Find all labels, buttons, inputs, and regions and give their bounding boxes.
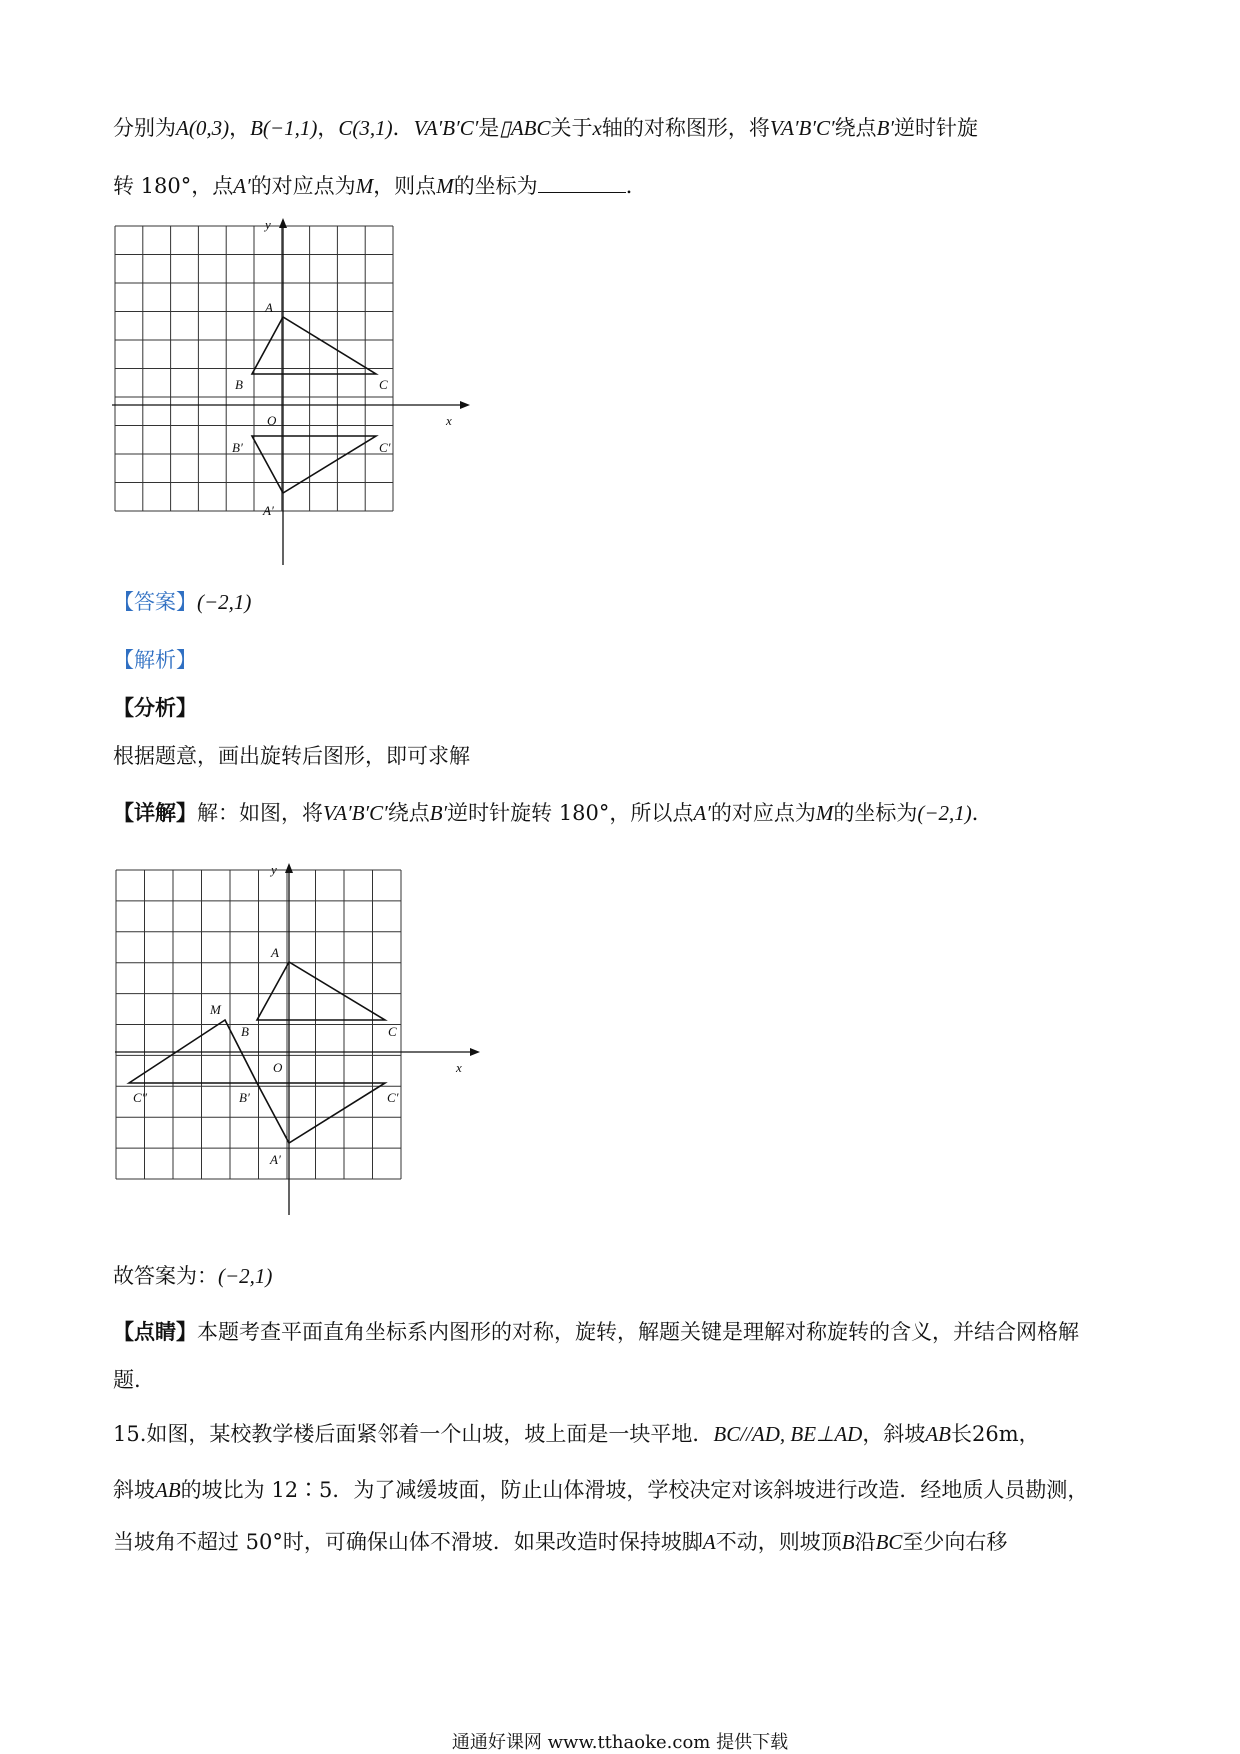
label-o: O bbox=[267, 413, 277, 428]
label-c: C bbox=[379, 377, 388, 392]
label-b: B bbox=[235, 377, 243, 392]
triangle-abc bbox=[257, 962, 385, 1020]
fenxi-text: 根据题意，画出旋转后图形，即可求解 bbox=[113, 744, 470, 768]
label-c-prime: C′ bbox=[379, 440, 391, 455]
answer-line: 【答案】(−2,1) bbox=[113, 590, 252, 614]
label-y: y bbox=[265, 217, 271, 232]
comment-line2: 题. bbox=[113, 1368, 141, 1392]
figure-2-grid bbox=[108, 858, 488, 1220]
figure-1-grid bbox=[100, 215, 480, 570]
footer-text: 通通好课网 www.tthaoke.com 提供下载 bbox=[451, 1732, 789, 1753]
analysis-tag: 【解析】 bbox=[113, 648, 197, 672]
label-b-prime: B′ bbox=[239, 1090, 250, 1105]
label-a: A bbox=[271, 945, 279, 960]
label-o: O bbox=[273, 1060, 283, 1075]
problem15-line2: 斜坡AB的坡比为 12∶5．为了减缓坡面，防止山体滑坡，学校决定对该斜坡进行改造．经地质人员勘测， bbox=[113, 1478, 1089, 1502]
label-a-prime: A′ bbox=[270, 1152, 281, 1167]
label-c: C bbox=[388, 1024, 397, 1039]
problem15-line1: 15.如图，某校教学楼后面紧邻着一个山坡，坡上面是一块平地．BC//AD, BE⊥AD，斜坡AB长26m， bbox=[113, 1422, 1040, 1446]
label-c-prime: C′ bbox=[387, 1090, 399, 1105]
label-y: y bbox=[271, 862, 277, 877]
x-axis-arrow bbox=[470, 1048, 480, 1056]
label-a: A bbox=[265, 300, 273, 315]
label-b: B bbox=[241, 1024, 249, 1039]
answer-blank bbox=[538, 174, 626, 193]
problem14-line1: 分别为A(0,3)，B(−1,1)，C(3,1)．VA′B′C′是▯ABC关于x轴的对称图形，将VA′B′C′绕点B′逆时针旋 bbox=[113, 116, 978, 140]
grid-lines bbox=[115, 226, 393, 511]
triangle-abc bbox=[252, 317, 376, 374]
problem14-line2: 转 180°，点A′的对应点为M，则点M的坐标为 ． bbox=[113, 174, 647, 198]
label-x: x bbox=[446, 413, 452, 428]
conclusion-line: 故答案为：(−2,1) bbox=[113, 1264, 273, 1288]
label-c-double-prime: C″ bbox=[133, 1090, 148, 1105]
problem15-line3: 当坡角不超过 50°时，可确保山体不滑坡．如果改造时保持坡脚A不动，则坡顶B沿BC至少向右移 bbox=[113, 1530, 1008, 1554]
y-axis-arrow bbox=[285, 863, 293, 873]
label-a-prime: A′ bbox=[263, 503, 274, 518]
label-x: x bbox=[456, 1060, 462, 1075]
comment-line1: 【点睛】本题考查平面直角坐标系内图形的对称，旋转，解题关键是理解对称旋转的含义，并结合网格解 bbox=[113, 1319, 1079, 1344]
fenxi-tag: 【分析】 bbox=[113, 695, 197, 720]
triangle-a1b1c1 bbox=[257, 1083, 385, 1143]
label-b-prime: B′ bbox=[232, 440, 243, 455]
detail-line: 【详解】解：如图，将VA′B′C′绕点B′逆时针旋转 180°，所以点A′的对应点为M的坐标为(−2,1)． bbox=[113, 800, 993, 825]
label-m: M bbox=[210, 1002, 221, 1017]
x-axis-arrow bbox=[460, 401, 470, 409]
y-axis-arrow bbox=[279, 218, 287, 228]
triangle-a1b1c1 bbox=[252, 436, 376, 493]
grid-lines bbox=[116, 870, 401, 1179]
